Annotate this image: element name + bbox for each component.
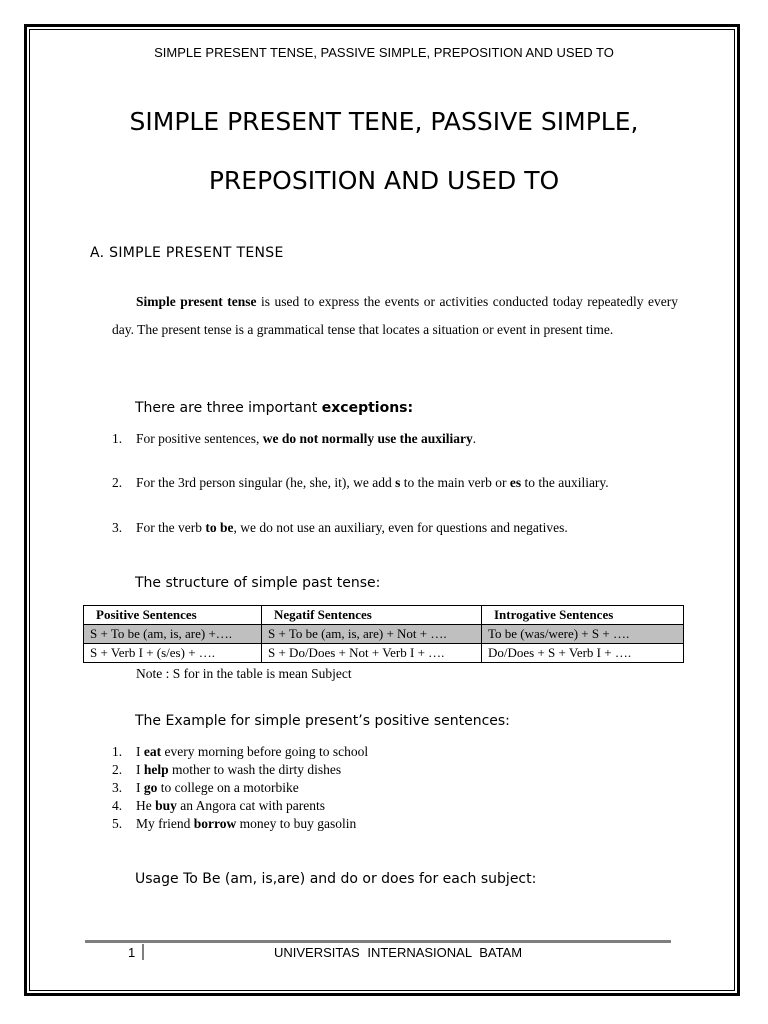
document-title-line-1: SIMPLE PRESENT TENE, PASSIVE SIMPLE, [129,107,639,136]
table-header-cell: Introgative Sentences [482,606,684,625]
intro-text: is used to express the events or activities conducted today repeatedly every day. The present tense is a grammatical tense that locates a situation or event in present time. [112,294,678,337]
rule-text: For positive sentences, we do not normally use the auxiliary. [136,431,477,446]
table-cell: Do/Does + S + Verb I + …. [482,644,684,663]
intro-paragraph [112,288,678,343]
intro-bold-term: Simple present tense [136,294,257,309]
table-row [84,625,684,644]
table-cell: S + Do/Does + Not + Verb I + …. [262,644,482,663]
page-number-divider [142,944,144,960]
table-header-row [84,606,684,625]
usage-heading: Usage To Be (am, is,are) and do or does for each subject: [135,871,537,887]
exceptions-heading [135,400,413,416]
table-cell: S + Verb I + (s/es) + …. [84,644,262,663]
table-cell: S + To be (am, is, are) +…. [84,625,262,644]
document-title-line-2: PREPOSITION AND USED TO [208,166,560,195]
table-row [84,644,684,663]
exceptions-heading-bold: exceptions: [321,400,414,416]
example-heading: The Example for simple present’s positive sentences: [135,713,510,729]
table-header-cell: Positive Sentences [84,606,262,625]
structure-table [83,605,684,663]
structure-heading: The structure of simple past tense: [135,575,381,591]
rule-text: For the verb to be, we do not use an auxiliary, even for questions and negatives. [136,520,568,535]
table-note: Note : S for in the table is mean Subject [136,666,352,681]
exceptions-heading-text: There are three important [135,400,322,416]
table-cell: S + To be (am, is, are) + Not + …. [262,625,482,644]
page-number: 1 [128,945,136,960]
table-cell: To be (was/were) + S + …. [482,625,684,644]
section-heading-a: A. SIMPLE PRESENT TENSE [90,245,284,261]
running-header: SIMPLE PRESENT TENSE, PASSIVE SIMPLE, PREPOSITION AND USED TO [154,45,614,60]
rule-number: 3. [112,520,123,535]
rule-number: 1. [112,431,123,446]
rule-number: 2. [112,475,123,490]
rule-text: For the 3rd person singular (he, she, it), we add s to the main verb or es to the auxiliary. [136,475,609,490]
footer-rule [85,940,671,943]
footer-text: UNIVERSITAS INTERNASIONAL BATAM [274,945,523,960]
table-header-cell: Negatif Sentences [262,606,482,625]
